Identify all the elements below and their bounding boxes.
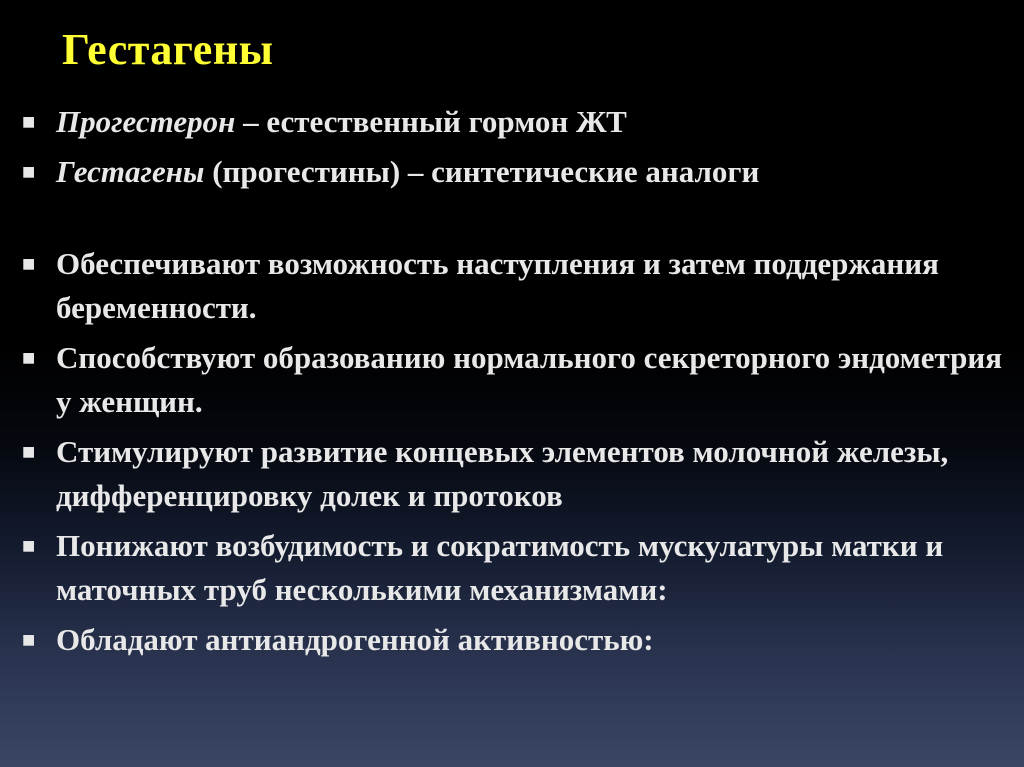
bullet-item-pregnancy (0, 242, 1024, 330)
square-bullet-icon: ■ (22, 439, 36, 464)
bullet-item-progesterone (0, 100, 1024, 144)
bullet-text: Обеспечивают возможность наступления и затем поддержания беременности. (56, 246, 939, 325)
bullet-text: – естественный гормон ЖТ (235, 104, 627, 139)
square-bullet-icon: ■ (22, 109, 36, 134)
square-bullet-icon: ■ (22, 251, 36, 276)
bullet-term: Гестагены (56, 154, 205, 189)
bullet-text: Способствуют образованию нормального секреторного эндометрия у женщин. (56, 340, 1003, 419)
bullet-text: Обладают антиандрогенной активностью: (56, 622, 654, 657)
bullet-item-musculature (0, 524, 1024, 612)
bullet-text: Понижают возбудимость и сократимость мускулатуры матки и маточных труб несколькими механизмами: (56, 528, 944, 607)
bullet-text: Стимулируют развитие концевых элементов молочной железы, дифференцировку долек и протоков (56, 434, 949, 513)
square-bullet-icon: ■ (22, 627, 36, 652)
square-bullet-icon: ■ (22, 159, 36, 184)
bullet-item-mammary (0, 430, 1024, 518)
bullet-item-gestagens (0, 150, 1024, 194)
bullet-item-endometrium (0, 336, 1024, 424)
bullet-text: (прогестины) – синтетические аналоги (204, 154, 760, 189)
square-bullet-icon: ■ (22, 533, 36, 558)
square-bullet-icon: ■ (22, 345, 36, 370)
bullet-item-antiandrogenic (0, 618, 1024, 662)
slide-title: Гестагены (62, 25, 274, 74)
bullet-list (0, 100, 1024, 662)
bullet-term: Прогестерон (56, 104, 236, 139)
